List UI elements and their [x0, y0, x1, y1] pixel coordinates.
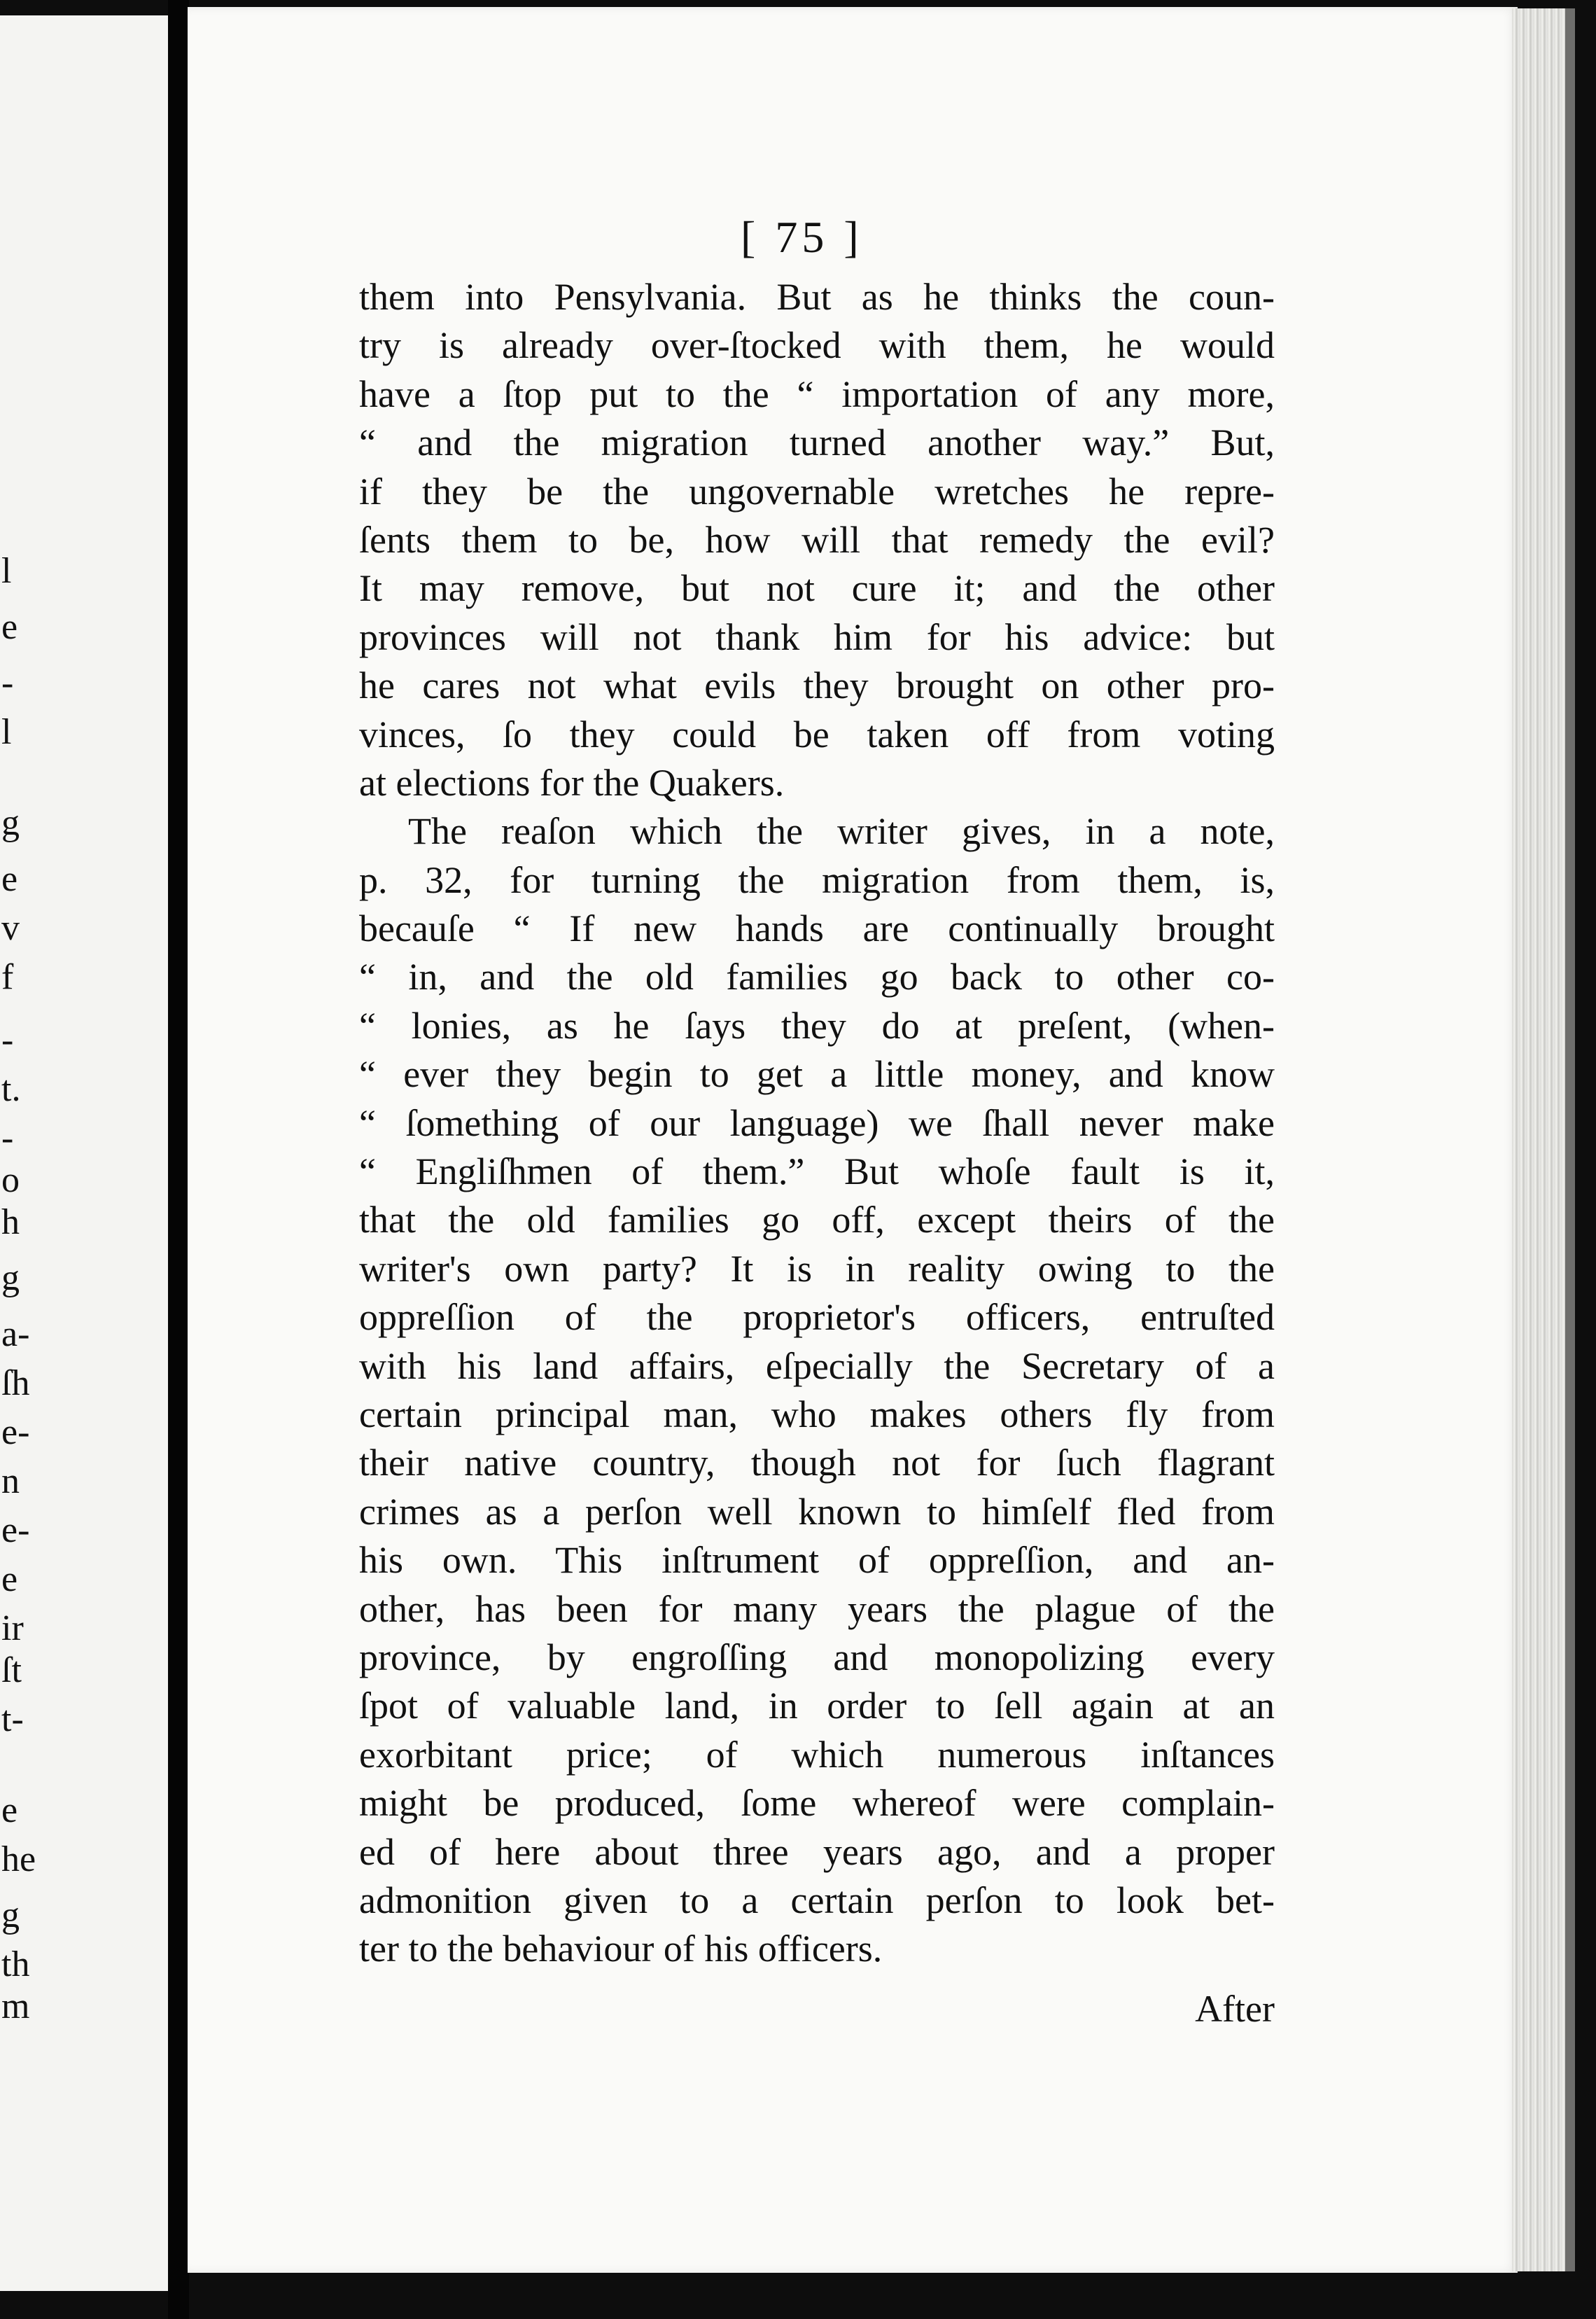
text-line: ſpot of valuable land, in order to ſell again at an	[359, 1685, 1275, 1727]
facing-page-fragment: o	[1, 1160, 20, 1200]
text-line: It may remove, but not cure it; and the other	[359, 567, 1275, 610]
facing-page-fragment: g	[1, 1258, 20, 1298]
facing-page-fragment: h	[1, 1202, 20, 1242]
text-line: “ in, and the old families go back to other co-	[359, 956, 1275, 998]
facing-page	[0, 15, 168, 2291]
facing-page-fragment: e	[1, 1790, 18, 1830]
text-line: ter to the behaviour of his officers.	[359, 1928, 883, 1970]
text-line: ed of here about three years ago, and a proper	[359, 1830, 1275, 1873]
text-line: try is already over-ſtocked with them, he would	[359, 324, 1275, 367]
text-line: The reaſon which the writer gives, in a note,	[408, 810, 1275, 853]
text-line: them into Pensylvania. But as he thinks the coun-	[359, 276, 1275, 318]
book-gutter	[168, 0, 189, 2319]
facing-page-fragment: m	[1, 1986, 30, 2026]
text-line: that the old families go off, except theirs of the	[359, 1199, 1275, 1241]
catchword: After	[1195, 1988, 1275, 2030]
facing-page-fragment: l	[1, 712, 12, 752]
page-number: [ 75 ]	[741, 212, 863, 262]
facing-page-fragment: e	[1, 859, 18, 899]
text-line: crimes as a perſon well known to himſelf fled from	[359, 1490, 1275, 1533]
text-line: if they be the ungovernable wretches he repre-	[359, 470, 1275, 513]
text-line: their native country, though not for ſuch flagrant	[359, 1442, 1275, 1484]
text-line: becauſe “ If new hands are continually brought	[359, 907, 1275, 950]
facing-page-fragment: th	[1, 1944, 30, 1984]
facing-page-fragment: v	[1, 908, 20, 948]
facing-page-fragment: ir	[1, 1608, 24, 1648]
text-line: he cares not what evils they brought on other pro-	[359, 664, 1275, 707]
facing-page-fragment: ſh	[1, 1363, 30, 1403]
text-line: provinces will not thank him for his advice: but	[359, 615, 1275, 658]
facing-page-fragment: e	[1, 607, 18, 647]
facing-page-fragment: a-	[1, 1314, 30, 1354]
text-line: “ ever they begin to get a little money, and know	[359, 1053, 1275, 1096]
facing-page-fragment: ſt	[1, 1650, 22, 1690]
text-line: “ Engliſhmen of them.” But whoſe fault is it,	[359, 1150, 1275, 1193]
text-line: province, by engroſſing and monopolizing every	[359, 1636, 1275, 1678]
text-line: p. 32, for turning the migration from them, is,	[359, 858, 1275, 901]
facing-page-fragment: l	[1, 551, 12, 591]
facing-page-fragment: g	[1, 803, 20, 843]
facing-page-fragment: t.	[1, 1069, 21, 1109]
text-line: “ ſomething of our language) we ſhall never make	[359, 1101, 1275, 1144]
facing-page-fragment: -	[1, 1118, 14, 1158]
facing-page-fragment: he	[1, 1839, 36, 1879]
body-text	[359, 273, 1275, 1974]
facing-page-fragment: e-	[1, 1510, 30, 1550]
text-line: vinces, ſo they could be taken off from voting	[359, 713, 1275, 755]
page-edges	[1512, 8, 1575, 2271]
text-line: other, has been for many years the plague of the	[359, 1587, 1275, 1630]
text-line: exorbitant price; of which numerous inſtances	[359, 1733, 1275, 1776]
text-line: oppreſſion of the proprietor's officers, entruſted	[359, 1296, 1275, 1339]
text-line: his own. This inſtrument of oppreſſion, and an-	[359, 1539, 1275, 1582]
text-line: with his land affairs, eſpecially the Secretary of a	[359, 1344, 1275, 1387]
facing-page-fragment: -	[1, 663, 14, 703]
facing-page-fragment: -	[1, 1020, 14, 1060]
text-line: writer's own party? It is in reality owing to the	[359, 1247, 1275, 1290]
text-line: certain principal man, who makes others fly from	[359, 1393, 1275, 1435]
facing-page-fragment: n	[1, 1461, 20, 1501]
text-line: have a ſtop put to the “ importation of any more,	[359, 372, 1275, 415]
text-line: “ lonies, as he ſays they do at preſent, (when-	[359, 1004, 1275, 1047]
facing-page-fragment: t-	[1, 1699, 24, 1739]
text-line: might be produced, ſome whereof were complain-	[359, 1782, 1275, 1825]
facing-page-fragment: f	[1, 957, 14, 997]
text-line: “ and the migration turned another way.” But,	[359, 422, 1275, 464]
text-line: ſents them to be, how will that remedy the evil?	[359, 518, 1275, 561]
facing-page-fragment: g	[1, 1895, 20, 1935]
text-line: admonition given to a certain perſon to look bet-	[359, 1879, 1275, 1921]
text-line: at elections for the Quakers.	[359, 761, 785, 804]
facing-page-fragment: e-	[1, 1412, 30, 1452]
facing-page-fragment: e	[1, 1559, 18, 1599]
